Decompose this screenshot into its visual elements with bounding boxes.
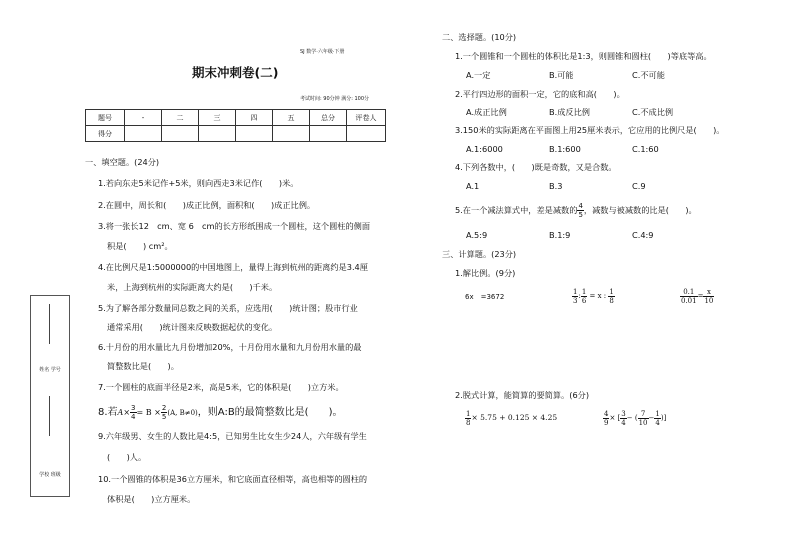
option-2-2-a: A.成正比例 [466,107,507,117]
score-table-score-row [86,126,386,142]
table-cell: 得分 [86,126,125,142]
numerator: 0.1 [680,288,698,297]
equation-2: $\frac{1}{3}$ : $\frac{1}{6}$ = x : $\frac{1}{8}$ [573,287,614,305]
option-2-3-b: B.1:600 [549,144,581,154]
section3-heading: 三、计算题。(23分) [442,249,517,259]
numerator: 1 [581,287,587,296]
question-1-10: 10.一个圆锥的体积是36立方厘米，和它底面直径相等，高也相等的圆柱的 [98,474,368,484]
question-2-3: 3.150米的实际距离在平面图上用25厘米表示，它应用的比例尺是( )。 [455,125,725,135]
question-1-5: 5.为了解各部分数量同总数之间的关系，应选用( )统计图；股市行业 [98,303,358,313]
numerator: 1 [466,409,471,418]
student-info-label: 姓名 学号 [39,367,61,373]
header-tag: SJ 数学·六年级·下册 [300,49,345,55]
score-table [85,109,386,142]
equals-b: = B × [136,408,161,417]
question-1-8 [98,403,342,423]
numerator: 3 [621,409,626,418]
option-2-1-c: C.不可能 [632,70,665,80]
option-2-5-c: C.4:9 [632,230,654,240]
table-cell: 总分 [310,110,347,126]
question-1-9: 9.六年级男、女生的人数比是4:5，已知男生比女生少24人，六年级有学生 [98,431,367,441]
section1-heading: 一、填空题。(24分) [85,157,160,167]
score-input-cell[interactable] [125,126,162,142]
condition: (A, B≠0) [167,409,198,417]
numerator: 4 [578,202,583,210]
question-2-4: 4.下列各数中，( )既是奇数，又是合数。 [455,162,617,172]
numerator: x [703,288,714,297]
denominator: 9 [604,418,609,427]
divider [49,304,50,344]
question-1-5-cont: 通常采用( )统计图来反映数据起伏的变化。 [107,322,278,332]
question-2-5 [455,199,697,221]
subsection-3-1: 1.解比例。(9分) [455,268,516,278]
denominator: 5 [161,412,167,421]
question-1-7: 7.一个圆柱的底面半径是2米，高是5米，它的体积是( )立方米。 [98,382,344,392]
option-2-1-a: A.一定 [466,70,491,80]
numerator: 4 [604,409,609,418]
table-cell: 四 [236,110,273,126]
table-cell: - [125,110,162,126]
question-1-4: 4.在比例尺是1:5000000的中国地图上，量得上海到杭州的距离约是3.4厘 [98,262,368,272]
denominator: 10 [638,418,648,427]
operator: × [ [609,414,621,422]
question-1-3: 3.将一张长12 cm、宽 6 cm的长方形纸围成一个圆柱，这个圆柱的侧面 [98,221,371,231]
table-cell: 三 [199,110,236,126]
times-sign: × [123,408,131,417]
fraction [703,288,714,305]
fraction [638,410,649,427]
equals-sign: = [697,292,704,300]
q8-prefix: 8.若 [98,407,118,418]
option-2-5-a: A.5:9 [466,230,488,240]
page-title: 期末冲刺卷(二) [192,65,279,80]
question-1-9-cont: ( )人。 [107,452,147,462]
question-1-4-cont: 米，上海到杭州的实际距离大约是( )千米。 [107,282,278,292]
denominator: 3 [573,296,578,305]
option-2-4-b: B.3 [549,181,563,191]
option-2-1-b: B.可能 [549,70,574,80]
numerator: 7 [638,410,649,419]
operator: − ( [626,414,638,422]
denominator: 0.01 [681,296,697,305]
denominator: 8 [466,418,471,427]
question-1-10-cont: 体积是( )立方厘米。 [107,494,196,504]
denominator: 5 [578,211,583,219]
score-input-cell[interactable] [310,126,347,142]
denominator: 4 [655,418,660,427]
numerator: 1 [655,409,660,418]
option-2-3-a: A.1:6000 [466,144,503,154]
numerator: 3 [131,403,136,412]
score-table-header-row [86,110,386,126]
option-2-4-a: A.1 [466,181,480,191]
denominator: 4 [621,418,626,427]
numerator: 1 [573,287,578,296]
denominator: 6 [581,296,587,305]
score-input-cell[interactable] [236,126,273,142]
question-1-2: 2.在圆中，周长和( )成正比例，面积和( )成正比例。 [98,200,316,210]
operator: )] [660,414,667,422]
table-cell: 评卷人 [347,110,386,126]
fraction [680,288,698,305]
section2-heading: 二、选择题。(10分) [442,32,517,42]
table-cell: 题号 [86,110,125,126]
numerator: 2 [161,403,167,412]
calculation-1 [465,407,557,429]
numerator: 1 [609,287,614,296]
option-2-2-c: C.不成比例 [632,107,674,117]
question-1-3-cont: 积是( ) cm²。 [107,241,173,251]
question-1-6: 6.十月份的用水量比九月份增加20%，十月份用水量和九月份用水量的最 [98,342,362,352]
table-cell: 五 [273,110,310,126]
score-input-cell[interactable] [199,126,236,142]
school-info-label: 学校 班级 [39,472,61,478]
option-2-2-b: B.成反比例 [549,107,590,117]
denominator: 10 [704,296,714,305]
table-cell: 二 [162,110,199,126]
question-2-2: 2.平行四边形的面积一定，它的底和高( )。 [455,89,625,99]
binding-strip [30,295,70,497]
score-input-cell[interactable] [273,126,310,142]
subsection-3-2: 2.脱式计算，能简算的要简算。(6分) [455,390,590,400]
operator: − [648,414,655,422]
q8-suffix: ，则A:B的最简整数比是( )。 [197,407,343,418]
exam-info: 考试时间: 90分钟 满分: 100分 [300,96,370,102]
q2-5-suffix: ，减数与被减数的比是( )。 [583,205,697,215]
option-2-4-c: C.9 [632,181,646,191]
fraction [608,288,614,305]
question-1-6-cont: 简整数比是( )。 [107,361,179,371]
calculation-2 [603,407,666,429]
equation-1: 6x =3672 [465,293,505,301]
expression: × 5.75 + 0.125 × 4.25 [471,413,558,422]
equation-3 [680,286,714,306]
option-2-5-b: B.1:9 [549,230,571,240]
score-input-cell[interactable] [162,126,199,142]
q2-5-prefix: 5.在一个减法算式中，差是减数的 [455,205,578,215]
question-1-1: 1.若向东走5米记作+5米，则向西走3米记作( )米。 [98,178,299,188]
denominator: 4 [131,412,136,421]
score-input-cell[interactable] [347,126,386,142]
question-2-1: 1.一个圆锥和一个圆柱的体积比是1:3，则圆锥和圆柱( )等底等高。 [455,51,712,61]
divider [49,396,50,436]
option-2-3-c: C.1:60 [632,144,659,154]
denominator: 8 [609,296,614,305]
var-a: A [117,408,124,417]
